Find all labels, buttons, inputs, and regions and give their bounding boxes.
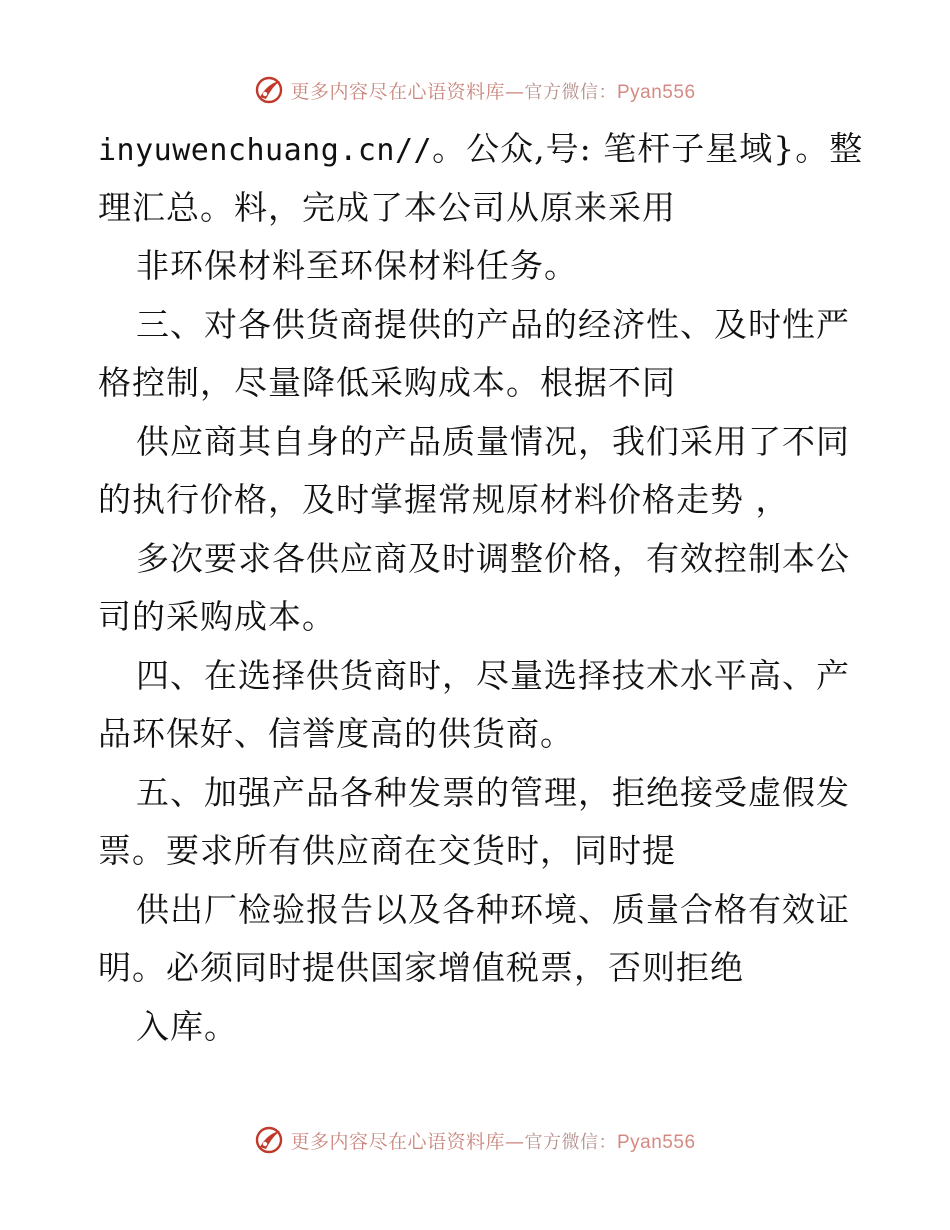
paragraph-line: 格控制，尽量降低采购成本。根据不同 (98, 363, 676, 402)
banner-text (290, 1127, 695, 1154)
paragraph-line: 三、对各供货商提供的产品的经济性、及时性严 (136, 304, 850, 344)
banner-brand: 更多内容尽在心语资料库 (290, 80, 505, 103)
banner-brand: 更多内容尽在心语资料库 (290, 1130, 505, 1153)
paragraph-line: 票。要求所有供应商在交货时，同时提 (98, 831, 676, 870)
paragraph-line: 的执行价格，及时掌握常规原材料价格走势 ， (98, 480, 790, 519)
paragraph-line: 供出厂检验报告以及各种环境、质量合格有效证 (136, 889, 850, 929)
paragraph-line: 司的采购成本。 (98, 597, 336, 636)
paragraph-line (98, 120, 864, 179)
paragraph-line: 理汇总。料，完成了本公司从原来采用 (98, 187, 676, 227)
brand-logo-icon (254, 1125, 284, 1155)
paragraph-line: 入库。 (136, 1006, 238, 1046)
paragraph-line: 明。必须同时提供国家增值税票，否则拒绝 (98, 948, 744, 987)
paragraph-line: 非环保材料至环保材料任务。 (136, 246, 578, 285)
banner-wechat-handle: Pyan556 (617, 81, 696, 103)
paragraph-line: 五、加强产品各种发票的管理，拒绝接受虚假发 (136, 772, 850, 812)
footer-watermark-banner (0, 1120, 950, 1160)
brand-logo-icon (254, 75, 284, 105)
banner-dash: — (505, 1130, 525, 1153)
paragraph-line: 四、在选择供货商时，尽量选择技术水平高、产 (136, 655, 850, 695)
header-watermark-banner (0, 70, 950, 110)
url-fragment: inyuwenchuang.cn// (98, 133, 433, 168)
banner-official-label: 官方微信： (524, 1131, 617, 1153)
paragraph-line: 多次要求各供应商及时调整价格，有效控制本公 (136, 538, 850, 578)
document-body (98, 120, 864, 1056)
paragraph-line: 供应商其自身的产品质量情况，我们采用了不同 (136, 421, 850, 461)
banner-dash: — (505, 80, 525, 103)
banner-wechat-handle: Pyan556 (617, 1131, 696, 1153)
banner-text (290, 77, 695, 104)
paragraph-line: 品环保好、信誉度高的供货商。 (98, 714, 574, 753)
banner-official-label: 官方微信： (524, 81, 617, 103)
line-text: 。公众,号: 笔杆子星域}。整 (432, 129, 864, 168)
